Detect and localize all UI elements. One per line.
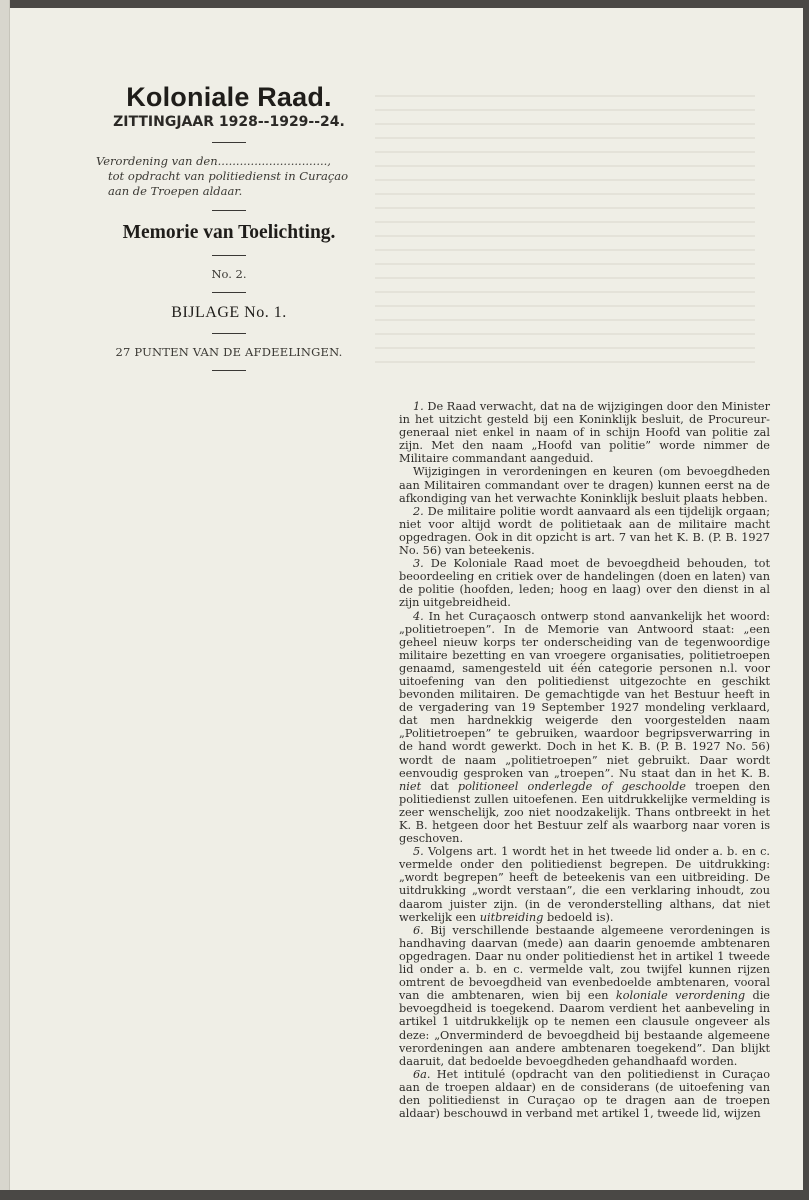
divider (212, 210, 246, 211)
paragraph-text: In het Curaçaosch ontwerp stond aanvankelijk het woord: „politietroepen”. In de Memorie van Antwoord staat: „een geheel nieuw korps ter onderscheiding van de tegenwoordige militaire bezetting en van vroegere organisaties, politietroepen genaamd, samengesteld uit één categorie personen n.l. voor uitoefening van den politiedienst uitgezochte en geschikt bevonden militairen. De gemachtigde van het Bestuur heeft in de vergadering van 19 September 1927 mondeling verklaard, dat men hardnekkig weigerde den voorgestelden naam „Politietroepen” te gebruiken, waardoor begripsverwarring in de hand wordt gewerkt. Doch in het K. B. (P. B. 1927 No. 56) wordt de naam „politietroepen” niet gebruikt. Daar wordt eenvoudig gesproken van „troepen”. Nu staat dan in het K. B. (399, 609, 770, 780)
paragraph-number: 1. (413, 400, 424, 413)
document-type-heading: Memorie van Toelichting. (122, 222, 336, 243)
paragraph-number: 3. (413, 557, 424, 571)
paragraph-text: dat (421, 779, 458, 793)
paragraph-text: die bevoegdheid is toegekend. Daarom verdient het aanbeveling in artikel 1 uitdrukkelijk op te nemen een clausule ongeveer als deze: „Onverminderd de bevoegdheid bij bestaande algemeene verordeningen aan andere ambtenaren toegekend”. Dan blijkt daaruit, dat bedoelde bevoegdheden gehandhaafd worden. (399, 989, 770, 1068)
divider (212, 142, 246, 143)
divider (212, 292, 246, 293)
divider (212, 370, 246, 371)
paragraph (399, 845, 770, 924)
ordinance-line: Verordening van den.............................., (96, 154, 331, 168)
document-number: No. 2. (211, 267, 247, 281)
paragraph-text: Het intitulé (opdracht van den politiedienst in Curaçao aan de troepen aldaar) en de considerans (de uitoefening van den politiedienst in Curaçao op te dragen aan de troepen aldaar) beschouwd in verband met artikel 1, tweede lid, wijzen (399, 1067, 770, 1121)
paragraph-text: De Koloniale Raad moet de bevoegdheid behouden, tot beoordeeling en critiek over de handelingen (doen en laten) van de politie (hoofden, leden; hoog en laag) over den dienst in al zijn uitgebreidheid. (399, 557, 770, 610)
paragraph (399, 924, 770, 1068)
emphasis-text: uitbreiding (479, 910, 544, 924)
paragraph-text: Wijzigingen in verordeningen en keuren (om bevoegdheden aan Militairen commandant over te dragen) kunnen eerst na de afkondiging van het verwachte Koninklijk besluit plaats hebben. (399, 465, 770, 505)
paragraph-text: troepen den politiedienst zullen uitoefenen. Een uitdrukkelijke vermelding is zeer wenschelijk, zoo niet noodzakelijk. Thans ontbreekt in het K. B. hetgeen door het Bestuur zelf als waarborg naar voren is geschoven. (399, 779, 770, 846)
body-text (399, 400, 770, 1120)
ordinance-title (96, 154, 362, 199)
ordinance-line: tot opdracht van politiedienst in Curaçao (108, 169, 349, 183)
paragraph-number: 6. (413, 923, 424, 937)
divider (212, 333, 246, 334)
emphasis-text: niet (399, 779, 422, 793)
paragraph-number: 6a. (413, 1067, 431, 1081)
paragraph-text: Volgens art. 1 wordt het in het tweede lid onder a. b. en c. vermelde onder den politiedienst begrepen. De uitdrukking: „wordt begrepen” heeft de beteekenis van een uitbreiding. De uitdrukking „wordt verstaan”, die een verklaring inhoudt, zou daarom juister zijn. (in de veronderstelling althans, dat niet werkelijk een (399, 845, 770, 924)
ordinance-line: aan de Troepen aldaar. (108, 184, 243, 198)
paragraph (399, 610, 770, 846)
scan-border-top (0, 0, 809, 8)
points-heading: 27 PUNTEN VAN DE AFDEELINGEN. (115, 345, 343, 359)
paragraph (399, 557, 770, 609)
scan-border-bottom (0, 1190, 809, 1200)
paragraph-number: 2. (413, 504, 424, 518)
paragraph (399, 465, 770, 504)
paragraph-text: bedoeld is). (543, 910, 614, 924)
scan-border-right (803, 0, 809, 1200)
document-header (96, 82, 362, 382)
paragraph-number: 5. (413, 845, 424, 859)
page-binding-edge (0, 0, 10, 1200)
paragraph-text: De Raad verwacht, dat na de wijzigingen door den Minister in het uitzicht gesteld bij een Koninklijk besluit, de Procureur-generaal niet enkel in naam of in schijn Hoofd van politie zal zijn. Met den naam „Hoofd van politie” worde nimmer de Militaire commandant aangeduid. (399, 400, 770, 466)
paragraph-text: De militaire politie wordt aanvaard als een tijdelijk orgaan; niet voor altijd wordt de politietaak aan de militaire macht opgedragen. Ook in dit opzicht is art. 7 van het K. B. (P. B. 1927 No. 56) van beteekenis. (399, 504, 770, 558)
paragraph (399, 1068, 770, 1120)
paragraph-text: Bij verschillende bestaande algemeene verordeningen is handhaving daarvan (mede) aan daarin genoemde ambtenaren opgedragen. Daar nu onder politiedienst het in artikel 1 tweede lid onder a. b. en c. vermelde valt, zou twijfel kunnen rijzen omtrent de bevoegdheid van evenbedoelde ambtenaren, vooral van die ambtenaren, wien bij een (399, 923, 770, 1003)
paragraph-number: 4. (413, 609, 424, 623)
paragraph (399, 505, 770, 557)
emphasis-text: politioneel onderlegde of geschoolde (457, 779, 686, 793)
emphasis-text: koloniale verordening (615, 989, 746, 1003)
annex-heading: BIJLAGE No. 1. (171, 304, 287, 321)
divider (212, 255, 246, 256)
council-title: Koloniale Raad. (126, 82, 332, 112)
paragraph (399, 400, 770, 465)
bleed-through-text (375, 95, 755, 375)
session-year: ZITTINGJAAR 1928--1929--24. (113, 114, 345, 130)
